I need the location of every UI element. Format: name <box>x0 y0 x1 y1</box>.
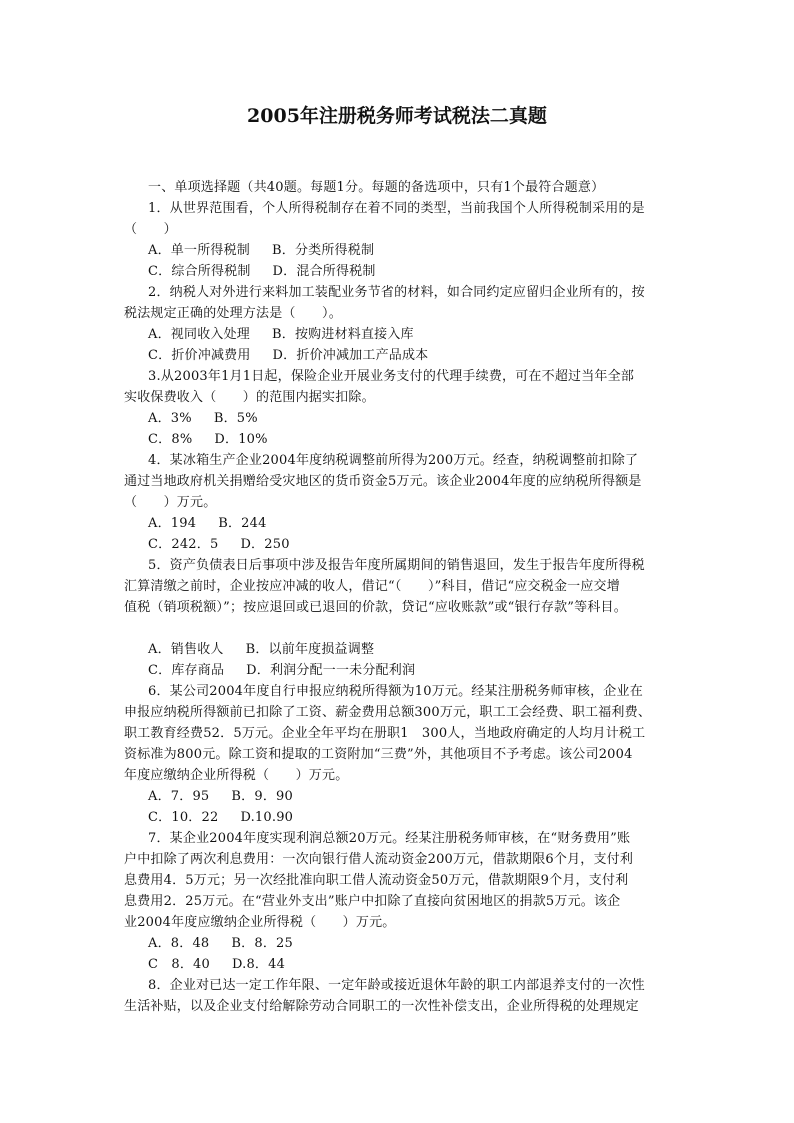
section-heading: 一、单项选择题（共40题。每题1分。每题的备选项中，只有1个最符合题意） <box>148 180 605 195</box>
question-7-line-2: 户中扣除了两次利息费用：一次向银行借人流动资金200万元，借款期限6个月，支付利 <box>124 852 634 867</box>
question-4-line-1: 4．某冰箱生产企业2004年度纳税调整前所得为200万元。经查，纳税调整前扣除了 <box>148 453 639 468</box>
question-2-line-1: 2．纳税人对外进行来料加工装配业务节省的材料，如合同约定应留归企业所有的，按 <box>148 285 645 300</box>
option-d: D．10% <box>214 432 268 447</box>
question-3-line-2: 实收保费收入（ ）的范围内据实扣除。 <box>124 390 375 405</box>
question-3-line-1: 3.从2003年1月1日起，保险企业开展业务支付的代理手续费，可在不超过当年全部 <box>148 369 635 384</box>
question-8-line-2: 生活补贴，以及企业支付给解除劳动合同职工的一次性补偿支出，企业所得税的处理规定 <box>124 999 639 1014</box>
question-4-options-row-2 <box>124 534 680 555</box>
option-b: B．按购进材料直接入库 <box>272 327 414 342</box>
option-c: C．综合所得税制 <box>148 264 251 279</box>
option-d: D．折价冲减加工产品成本 <box>272 348 429 363</box>
option-b: B．244 <box>218 516 267 531</box>
question-6-options-row-1 <box>124 786 680 807</box>
question-4-options-row-1 <box>124 513 680 534</box>
question-2-options-row-2 <box>124 345 680 366</box>
question-6-line-4: 资标准为800元。除工资和提取的工资附加“三费”外，其他项目不予考虑。该公司2004 <box>124 747 633 762</box>
question-6-line-2: 申报应纳税所得额前已扣除了工资、薪金费用总额300万元，职工工会经费、职工福利费、 <box>124 705 652 720</box>
question-3-options-row-1 <box>124 408 680 429</box>
option-a: A．单一所得税制 <box>148 243 250 258</box>
document-title: 2005年注册税务师考试税法二真题 <box>247 105 547 127</box>
question-3-options-row-2 <box>124 429 680 450</box>
question-7-options-row-1 <box>124 933 680 954</box>
question-4-line-3: （ ）万元。 <box>124 495 217 510</box>
option-d: D.10.90 <box>240 810 294 825</box>
option-d: D.8．44 <box>231 957 286 972</box>
option-c: C．242．5 <box>148 537 219 552</box>
option-b: B．5% <box>213 411 258 426</box>
question-8-line-1: 8．企业对已达一定工作年限、一定年龄或接近退休年龄的职工内部退养支付的一次性 <box>148 978 645 993</box>
option-a: A．销售收人 <box>148 642 224 657</box>
option-c: C．10．22 <box>148 810 219 825</box>
question-7-options-row-2 <box>124 954 680 975</box>
question-5-line-2: 汇算清缴之前时，企业按应冲减的收人，借记“（ ）”科目，借记“应交税金一应交增 <box>124 579 620 594</box>
option-a: A．7．95 <box>148 789 210 804</box>
option-c: C．8% <box>148 432 193 447</box>
question-1-options-row-2 <box>124 261 680 282</box>
question-5-line-1: 5．资产负债表日后事项中涉及报告年度所属期间的销售退回，发生于报告年度所得税 <box>148 558 645 573</box>
option-a: A．8．48 <box>148 936 210 951</box>
question-7-line-1: 7．某企业2004年度实现利润总额20万元。经某注册税务师审核，在“财务费用”账 <box>148 831 631 846</box>
question-6-options-row-2 <box>124 807 680 828</box>
question-2-line-2: 税法规定正确的处理方法是（ ）。 <box>124 306 342 321</box>
option-c: C．库存商品 <box>148 663 225 678</box>
option-c: C 8．40 <box>148 957 210 972</box>
question-6-line-3: 职工教育经费52．5万元。企业全年平均在册职1 300人，当地政府确定的人均月计税工 <box>124 726 646 741</box>
question-6-line-1: 6．某公司2004年度自行申报应纳税所得额为10万元。经某注册税务师审核，企业在 <box>148 684 643 699</box>
option-a: A．视同收入处理 <box>148 327 250 342</box>
option-d: D．混合所得税制 <box>272 264 376 279</box>
option-b: B．9．90 <box>231 789 293 804</box>
option-b: B．8．25 <box>231 936 293 951</box>
question-7-line-5: 业2004年度应缴纳企业所得税（ ）万元。 <box>124 915 396 930</box>
option-b: B．以前年度损益调整 <box>245 642 375 657</box>
question-5-line-3: 值税（销项税额）”；按应退回或已退回的价款，贷记“应收账款”或“银行存款”等科目。 <box>124 600 627 615</box>
question-5-options-row-1 <box>124 639 680 660</box>
question-2-options-row-1 <box>124 324 680 345</box>
question-6-line-5: 年度应缴纳企业所得税（ ）万元。 <box>124 768 349 783</box>
question-1-line-2: （ ） <box>124 222 177 237</box>
question-5-options-row-2 <box>124 660 680 681</box>
question-7-line-4: 息费用2．25万元。在“营业外支出”账户中扣除了直接向贫困地区的捐款5万元。该企 <box>124 894 621 909</box>
option-a: A．3% <box>148 411 192 426</box>
question-4-line-2: 通过当地政府机关捐赠给受灾地区的货币资金5万元。该企业2004年度的应纳税所得额是 <box>124 474 642 489</box>
question-7-line-3: 息费用4．5万元；另一次经批准向职工借人流动资金50万元，借款期限9个月，支付利 <box>124 873 629 888</box>
option-a: A．194 <box>148 516 197 531</box>
option-d: D．利润分配一一未分配利润 <box>246 663 416 678</box>
option-d: D．250 <box>240 537 290 552</box>
option-c: C．折价冲减费用 <box>148 348 251 363</box>
document-body <box>124 177 680 1017</box>
question-1-options-row-1 <box>124 240 680 261</box>
option-b: B．分类所得税制 <box>272 243 375 258</box>
blank-line <box>124 618 680 639</box>
question-1-line-1: 1．从世界范围看，个人所得税制存在着不同的类型，当前我国个人所得税制采用的是 <box>148 201 645 216</box>
